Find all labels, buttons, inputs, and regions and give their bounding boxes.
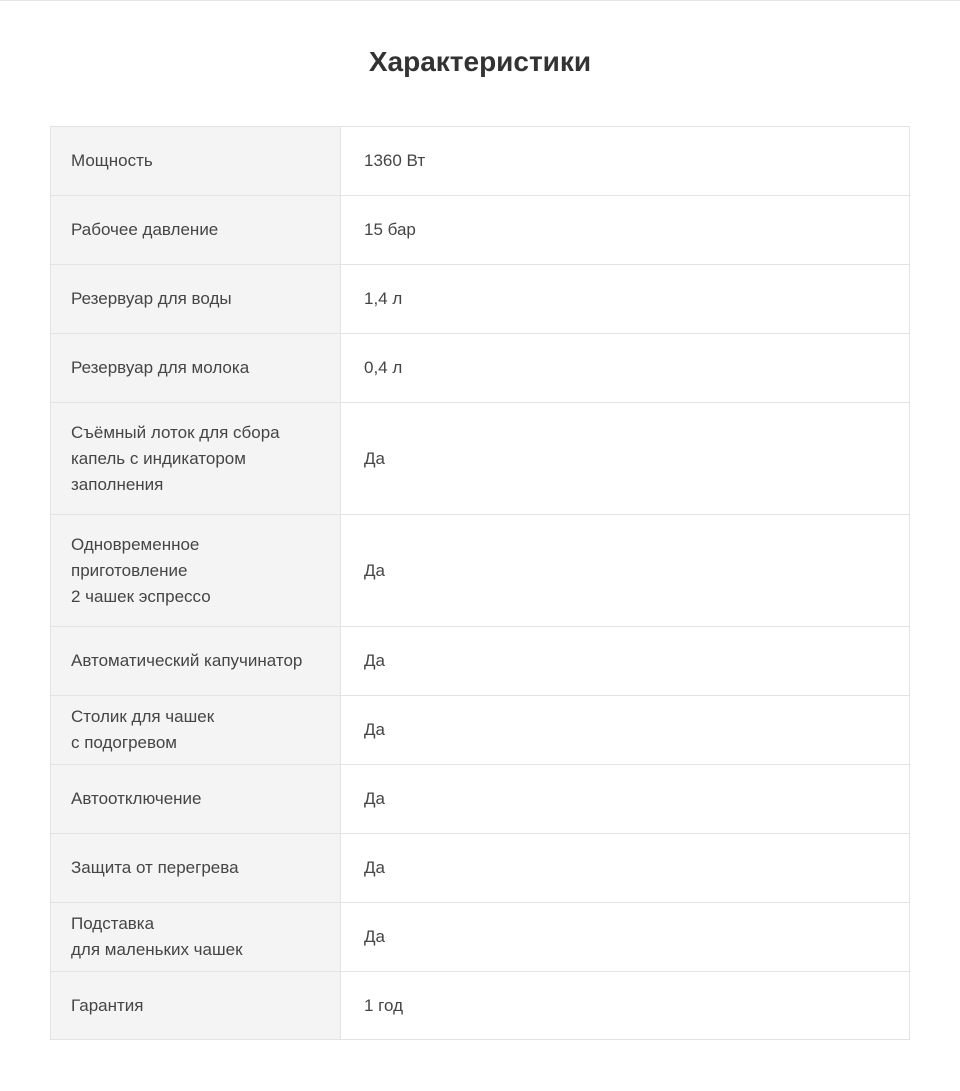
spec-label: Автоматический капучинатор — [51, 627, 341, 696]
spec-value: 1,4 л — [341, 265, 910, 334]
spec-value: Да — [341, 903, 910, 972]
spec-label: Рабочее давление — [51, 196, 341, 265]
table-row — [51, 334, 910, 403]
specifications-table — [50, 126, 910, 1040]
table-row — [51, 903, 910, 972]
spec-value: 0,4 л — [341, 334, 910, 403]
table-row — [51, 972, 910, 1040]
spec-label: Автоотключение — [51, 765, 341, 834]
spec-label: Съёмный лоток для сбора капель с индикатором заполнения — [51, 403, 341, 515]
spec-label: Подставка для маленьких чашек — [51, 903, 341, 972]
spec-value: Да — [341, 515, 910, 627]
spec-value: Да — [341, 696, 910, 765]
spec-value: Да — [341, 627, 910, 696]
spec-value: 1 год — [341, 972, 910, 1040]
table-row — [51, 627, 910, 696]
spec-value: 15 бар — [341, 196, 910, 265]
spec-label: Резервуар для молока — [51, 334, 341, 403]
spec-label: Столик для чашек с подогревом — [51, 696, 341, 765]
spec-value: Да — [341, 765, 910, 834]
top-divider — [0, 0, 960, 1]
table-row — [51, 127, 910, 196]
page-title: Характеристики — [368, 46, 592, 77]
table-row — [51, 515, 910, 627]
table-row — [51, 765, 910, 834]
table-row — [51, 834, 910, 903]
table-row — [51, 403, 910, 515]
table-row — [51, 196, 910, 265]
spec-label: Гарантия — [51, 972, 341, 1040]
spec-value: Да — [341, 834, 910, 903]
spec-label: Резервуар для воды — [51, 265, 341, 334]
spec-label: Одновременное приготовление 2 чашек эспрессо — [51, 515, 341, 627]
table-row — [51, 696, 910, 765]
spec-value: Да — [341, 403, 910, 515]
spec-label: Мощность — [51, 127, 341, 196]
spec-label: Защита от перегрева — [51, 834, 341, 903]
spec-value: 1360 Вт — [341, 127, 910, 196]
table-row — [51, 265, 910, 334]
